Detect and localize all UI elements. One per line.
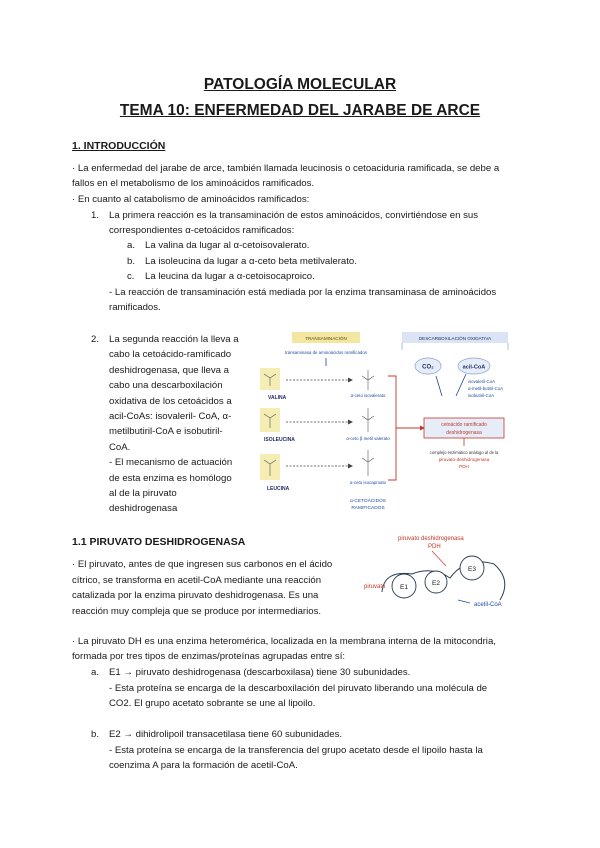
pdh-paragraph-line: reacción muy compleja que se produce por intermediarios. bbox=[72, 606, 322, 617]
list-item-2-line: deshidrogenasa, que lleva a bbox=[109, 364, 230, 376]
bottom-label-line-2: RAMIFICADOS bbox=[351, 506, 385, 511]
list-item-1-line-1: La primera reacción es la transaminación de estos aminoácidos, convirtiéndose en sus bbox=[109, 210, 479, 221]
pdh-diagram-title: piruvato deshidrogenasa bbox=[398, 536, 464, 542]
keto-label-2: α-ceto β metil valerato bbox=[346, 436, 390, 441]
leucina-structure bbox=[260, 454, 280, 480]
pdh-diagram-subtitle: PDH bbox=[428, 544, 441, 550]
keto-structure bbox=[362, 450, 374, 476]
enzyme-item-line: CO2. El grupo acetato sobrante se une al lipoilo. bbox=[109, 698, 316, 709]
transaminacion-note-line-1: - La reacción de transaminación está mediada por la enzima transaminasa de aminoácidos bbox=[109, 287, 497, 298]
pdh-paragraph-line: · El piruvato, antes de que ingresen sus carbonos en el ácido bbox=[72, 559, 333, 570]
list-item-2-line: al de la piruvato bbox=[109, 488, 177, 500]
piruvato-label: piruvato bbox=[364, 584, 386, 590]
intro-paragraph-1b: fallos en el metabolismo de los aminoácidos ramificados. bbox=[72, 178, 315, 189]
list-item-2-line: acil-CoAs: isovaleril- CoA, α- bbox=[109, 411, 232, 423]
e2-label: E2 bbox=[432, 580, 440, 587]
isoleucina-structure bbox=[260, 408, 280, 432]
valina-structure bbox=[260, 368, 280, 390]
keto-structure bbox=[362, 370, 374, 390]
transaminacion-label: TRANSAMINACIÓN bbox=[305, 336, 347, 341]
list-number-1: 1. bbox=[91, 210, 100, 221]
sublist-item: La isoleucina da lugar a α-ceto beta metilvalerato. bbox=[145, 256, 357, 267]
complex-note-line-1: complejo enzimático análogo al de la bbox=[429, 450, 499, 455]
list-item-2-line: - El mecanismo de actuación bbox=[109, 457, 233, 469]
list-item-1-line-2: correspondientes α-cetoácidos ramificados: bbox=[109, 225, 295, 236]
sublist-mark: c. bbox=[127, 271, 135, 282]
intro-paragraph-2: · En cuanto al catabolismo de aminoácidos ramificados: bbox=[72, 194, 310, 205]
list-item-2-line: cabo una descarboxilación bbox=[109, 380, 223, 392]
pdh-paragraph-line: catalizada por la enzima piruvato deshidrogenasa. Es una bbox=[72, 590, 319, 601]
enzyme-mark: b. bbox=[91, 729, 100, 740]
product-item: isobutiril-CoA bbox=[468, 393, 495, 398]
list-item-2-line: de esta enzima es homólogo bbox=[109, 472, 232, 484]
enzyme-box-line-2: deshidrogenasa bbox=[446, 430, 482, 436]
list-item-2-line: La segunda reacción la lleva a bbox=[109, 334, 239, 345]
keto-label-1: α-ceto isovalerato bbox=[350, 393, 386, 398]
keto-label-3: α-ceto isocaproato bbox=[349, 480, 387, 485]
isoleucina-label: ISOLEUCINA bbox=[264, 437, 295, 443]
keto-structure bbox=[362, 408, 374, 432]
enzyme-item-line: - Esta proteína se encarga de la transferencia del grupo acetato desde el lipoilo hasta la bbox=[109, 745, 483, 756]
pdh-composition-line-2: formada por tres tipos de enzimas/proteínas agrupadas entre sí: bbox=[72, 651, 346, 662]
pdh-paragraph-line: cítrico, se transforma en acetil-CoA mediante una reacción bbox=[72, 575, 322, 586]
list-item-2-line: deshidrogenasa bbox=[109, 503, 178, 515]
page-subtitle: TEMA 10: ENFERMEDAD DEL JARABE DE ARCE bbox=[119, 102, 481, 119]
e3-label: E3 bbox=[468, 566, 476, 573]
section-heading-introduccion: 1. INTRODUCCIÓN bbox=[72, 140, 166, 152]
pdh-complex-diagram bbox=[362, 530, 528, 614]
descarboxilacion-label: DESCARBOXILACIÓN OXIDATIVA bbox=[418, 336, 492, 341]
leucina-label: LEUCINA bbox=[267, 486, 290, 492]
enzyme-label: transaminasa de aminoácidos ramificados bbox=[285, 350, 367, 355]
list-item-2 bbox=[109, 332, 249, 517]
valina-label: VALINA bbox=[268, 395, 287, 401]
list-item-2-line: metilbutiril-CoA e isobutiril- bbox=[109, 426, 223, 438]
enzyme-box-line-1: cetoácido ramificado bbox=[441, 422, 487, 428]
enzyme-item-line: - Esta proteína se encarga de la descarboxilación del piruvato liberando una molécula de bbox=[109, 683, 488, 694]
enzyme-item-line: E2 → dihidrolipoil transacetilasa tiene 60 subunidades. bbox=[109, 729, 343, 740]
transaminacion-note-line-2: ramificados. bbox=[109, 302, 161, 313]
bottom-label-line-1: α-CETOÁCIDOS bbox=[350, 499, 386, 504]
product-item: isovaleril-CoA bbox=[468, 379, 496, 384]
list-item-2-line: CoA. bbox=[109, 441, 131, 453]
sublist-item: La leucina da lugar a α-cetoisocaproico. bbox=[145, 271, 315, 282]
complex-note-line-3: PDH bbox=[459, 464, 469, 469]
co2-label: CO₂ bbox=[422, 364, 434, 371]
pdh-composition-line-1: · La piruvato DH es una enzima heteromérica, localizada en la membrana interna de la mitocondria, bbox=[72, 636, 496, 647]
product-item: α-metil-butiril-CoA bbox=[468, 386, 504, 391]
enzyme-mark: a. bbox=[91, 667, 100, 678]
list-number-2: 2. bbox=[91, 334, 100, 345]
catabolism-diagram bbox=[256, 330, 534, 516]
acil-coa-label: acil-CoA bbox=[462, 364, 486, 371]
list-item-2-line: cabo la cetoácido-ramificado bbox=[109, 349, 232, 361]
sublist-mark: a. bbox=[127, 240, 136, 251]
intro-paragraph-1: · La enfermedad del jarabe de arce, también llamada leucinosis o cetoaciduria ramificada, se debe a bbox=[72, 163, 500, 174]
list-item-2-line: oxidativa de los cetoácidos a bbox=[109, 395, 232, 407]
sublist-item: La valina da lugar al α-cetoisovalerato. bbox=[145, 240, 310, 251]
page-title: PATOLOGÍA MOLECULAR bbox=[203, 76, 397, 93]
pathway-bracket bbox=[388, 376, 422, 480]
sublist-mark: b. bbox=[127, 256, 136, 267]
enzyme-item-line: coenzima A para la formación de acetil-CoA. bbox=[109, 760, 298, 771]
complex-note-line-2: piruvato-deshidrogenasa bbox=[438, 457, 490, 462]
e1-label: E1 bbox=[400, 584, 408, 591]
enzyme-item-line: E1 → piruvato deshidrogenasa (descarboxilasa) tiene 30 subunidades. bbox=[109, 667, 411, 678]
acetil-coa-label: acetil-CoA bbox=[474, 602, 502, 608]
section-heading-piruvato: 1.1 PIRUVATO DESHIDROGENASA bbox=[72, 536, 246, 548]
